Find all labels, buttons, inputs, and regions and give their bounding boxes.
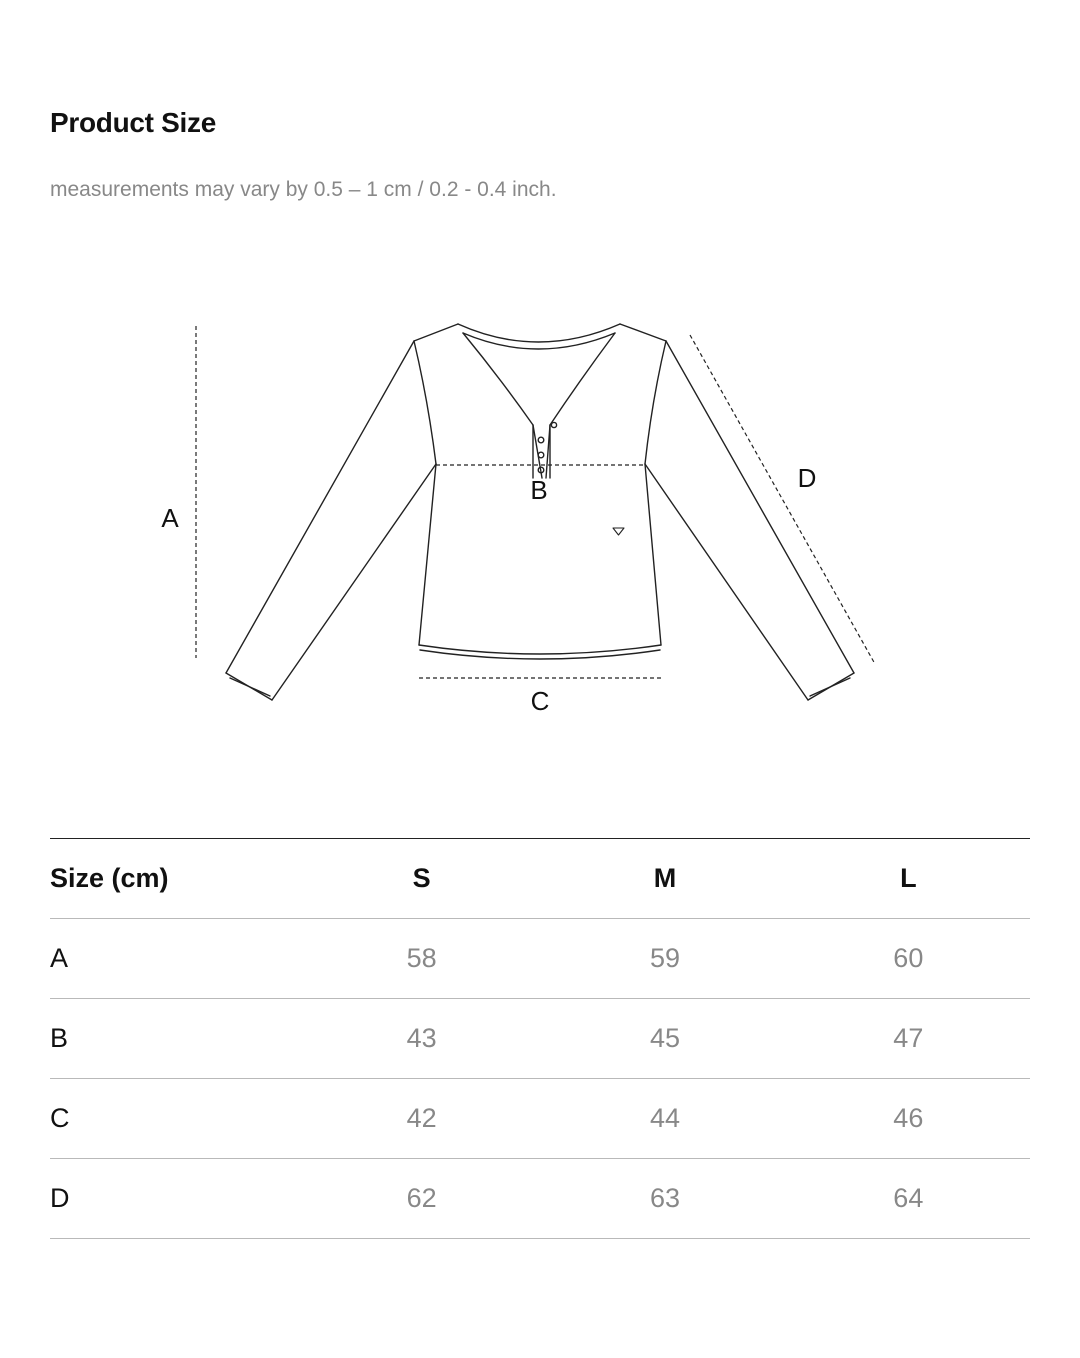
cell-a-m: 59 <box>543 919 786 999</box>
page-title: Product Size <box>50 107 216 138</box>
measurement-tolerance-note: measurements may vary by 0.5 – 1 cm / 0.2 - 0.4 inch. <box>50 178 557 201</box>
size-chart-table <box>50 838 1030 1239</box>
cell-b-s: 43 <box>300 999 543 1079</box>
garment-outline <box>226 324 854 700</box>
table-row <box>50 919 1030 999</box>
row-label-c: C <box>50 1079 300 1159</box>
cell-b-l: 47 <box>787 999 1030 1079</box>
cell-c-s: 42 <box>300 1079 543 1159</box>
size-unit-header: Size (cm) <box>50 839 300 919</box>
cell-d-l: 64 <box>787 1159 1030 1239</box>
cell-a-l: 60 <box>787 919 1030 999</box>
size-header-m: M <box>543 839 786 919</box>
size-header-l: L <box>787 839 1030 919</box>
cell-b-m: 45 <box>543 999 786 1079</box>
table-row <box>50 1079 1030 1159</box>
size-header-s: S <box>300 839 543 919</box>
cell-c-l: 46 <box>787 1079 1030 1159</box>
measure-line-d <box>690 335 875 664</box>
row-label-a: A <box>50 919 300 999</box>
garment-measurement-diagram <box>0 300 1080 730</box>
row-label-b: B <box>50 999 300 1079</box>
cell-a-s: 58 <box>300 919 543 999</box>
measure-label-d: D <box>797 463 817 493</box>
measure-label-c: C <box>530 686 550 716</box>
table-row <box>50 999 1030 1079</box>
cell-d-s: 62 <box>300 1159 543 1239</box>
cell-d-m: 63 <box>543 1159 786 1239</box>
measure-label-b: B <box>530 475 548 505</box>
row-label-d: D <box>50 1159 300 1239</box>
measure-label-a: A <box>161 503 179 533</box>
cell-c-m: 44 <box>543 1079 786 1159</box>
table-row <box>50 1159 1030 1239</box>
table-header-row <box>50 839 1030 919</box>
